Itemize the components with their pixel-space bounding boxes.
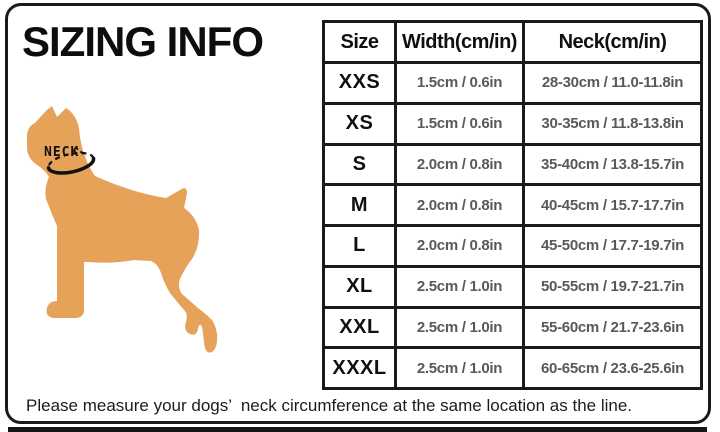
neck-cell: 40-45cm / 15.7-17.7in	[524, 185, 702, 226]
width-cell: 2.0cm / 0.8in	[396, 185, 524, 226]
width-cell: 2.0cm / 0.8in	[396, 226, 524, 267]
size-cell: S	[324, 144, 396, 185]
table-row	[324, 266, 702, 307]
table-row	[324, 63, 702, 104]
width-cell: 2.5cm / 1.0in	[396, 348, 524, 389]
table-row	[324, 226, 702, 267]
width-cell: 1.5cm / 0.6in	[396, 103, 524, 144]
footer-note: Please measure your dogs’ neck circumference at the same location as the line.	[26, 396, 633, 415]
neck-cell: 30-35cm / 11.8-13.8in	[524, 103, 702, 144]
bottom-divider	[8, 427, 707, 432]
table-row	[324, 185, 702, 226]
neck-cell: 45-50cm / 17.7-19.7in	[524, 226, 702, 267]
table-row	[324, 103, 702, 144]
neck-cell: 60-65cm / 23.6-25.6in	[524, 348, 702, 389]
table-row	[324, 307, 702, 348]
table-row	[324, 348, 702, 389]
size-cell: XXL	[324, 307, 396, 348]
width-cell: 2.5cm / 1.0in	[396, 266, 524, 307]
dog-silhouette	[27, 106, 217, 353]
neck-label: NECK	[44, 145, 80, 160]
table-row	[324, 144, 702, 185]
size-cell: XS	[324, 103, 396, 144]
col-header-size: Size	[324, 22, 396, 63]
size-cell: XL	[324, 266, 396, 307]
size-cell: XXXL	[324, 348, 396, 389]
table-body	[324, 63, 702, 389]
neck-cell: 55-60cm / 21.7-23.6in	[524, 307, 702, 348]
dog-illustration	[18, 96, 233, 368]
page-title: SIZING INFO	[22, 18, 263, 65]
width-cell: 1.5cm / 0.6in	[396, 63, 524, 104]
size-cell: XXS	[324, 63, 396, 104]
width-cell: 2.0cm / 0.8in	[396, 144, 524, 185]
width-cell: 2.5cm / 1.0in	[396, 307, 524, 348]
sizing-table	[322, 20, 703, 390]
col-header-width: Width(cm/in)	[396, 22, 524, 63]
header-row	[324, 22, 702, 63]
neck-cell: 35-40cm / 13.8-15.7in	[524, 144, 702, 185]
size-cell: M	[324, 185, 396, 226]
neck-cell: 50-55cm / 19.7-21.7in	[524, 266, 702, 307]
neck-cell: 28-30cm / 11.0-11.8in	[524, 63, 702, 104]
col-header-neck: Neck(cm/in)	[524, 22, 702, 63]
size-cell: L	[324, 226, 396, 267]
table-header	[324, 22, 702, 63]
